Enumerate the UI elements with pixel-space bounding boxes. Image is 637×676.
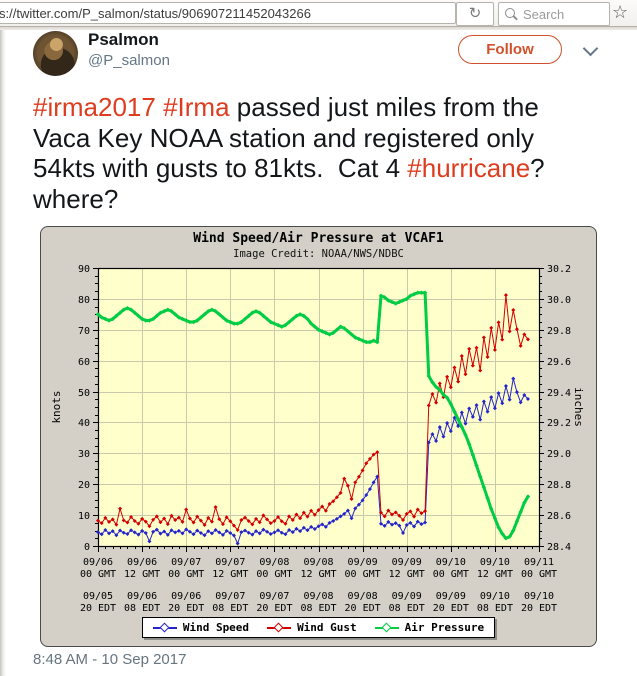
search-box[interactable] — [498, 2, 610, 26]
tweet-text-segment: passed just miles from the — [229, 92, 539, 122]
media-card[interactable] — [40, 226, 597, 647]
hashtag-link[interactable]: #irma2017 — [33, 92, 156, 122]
search-icon — [505, 8, 515, 18]
legend-item — [267, 621, 357, 634]
reload-icon: ↻ — [468, 4, 482, 22]
url-input[interactable] — [0, 2, 456, 24]
chart-title: Wind Speed/Air Pressure at VCAF1 — [193, 231, 444, 246]
legend-item — [153, 621, 249, 634]
display-name[interactable]: Psalmon — [88, 30, 159, 49]
axis-label-knots: knots — [50, 390, 63, 424]
tweet-text — [33, 92, 608, 214]
chart-subtitle: Image Credit: NOAA/NWS/NDBC — [233, 248, 404, 260]
window-edge — [0, 30, 6, 676]
legend-label: Wind Gust — [297, 621, 357, 634]
legend-label: Wind Speed — [182, 621, 250, 634]
tweet-timestamp[interactable]: 8:48 AM - 10 Sep 2017 — [33, 651, 187, 668]
chart-legend — [98, 617, 539, 638]
bookmark-star-icon[interactable]: ☆ — [612, 2, 629, 23]
legend-marker-icon — [267, 623, 291, 633]
follow-button[interactable]: Follow — [458, 35, 562, 64]
legend-item — [375, 621, 484, 634]
tweet-text-segment — [156, 92, 163, 122]
reload-button[interactable] — [456, 2, 494, 26]
tweet-text-segment: ? — [530, 153, 545, 183]
legend-label: Air Pressure — [404, 621, 485, 634]
more-chevron-icon[interactable] — [583, 41, 599, 57]
browser-toolbar — [0, 0, 637, 27]
search-input[interactable] — [521, 4, 607, 24]
tweet-text-segment: where? — [33, 183, 119, 214]
hashtag-link[interactable]: #hurricane — [407, 153, 531, 183]
axis-label-inches: inches — [572, 387, 585, 427]
tweet-text-segment: 54kts with gusts to 81kts. Cat 4 — [33, 153, 408, 183]
tweet-text-segment: Vaca Key NOAA station and registered only — [33, 122, 535, 153]
legend-marker-icon — [153, 623, 177, 633]
hashtag-link[interactable]: #Irma — [163, 92, 230, 122]
avatar[interactable] — [33, 31, 78, 76]
legend-marker-icon — [375, 623, 399, 633]
chart-canvas — [41, 227, 597, 647]
legend-box — [142, 617, 495, 638]
user-handle[interactable]: @P_salmon — [88, 52, 170, 69]
